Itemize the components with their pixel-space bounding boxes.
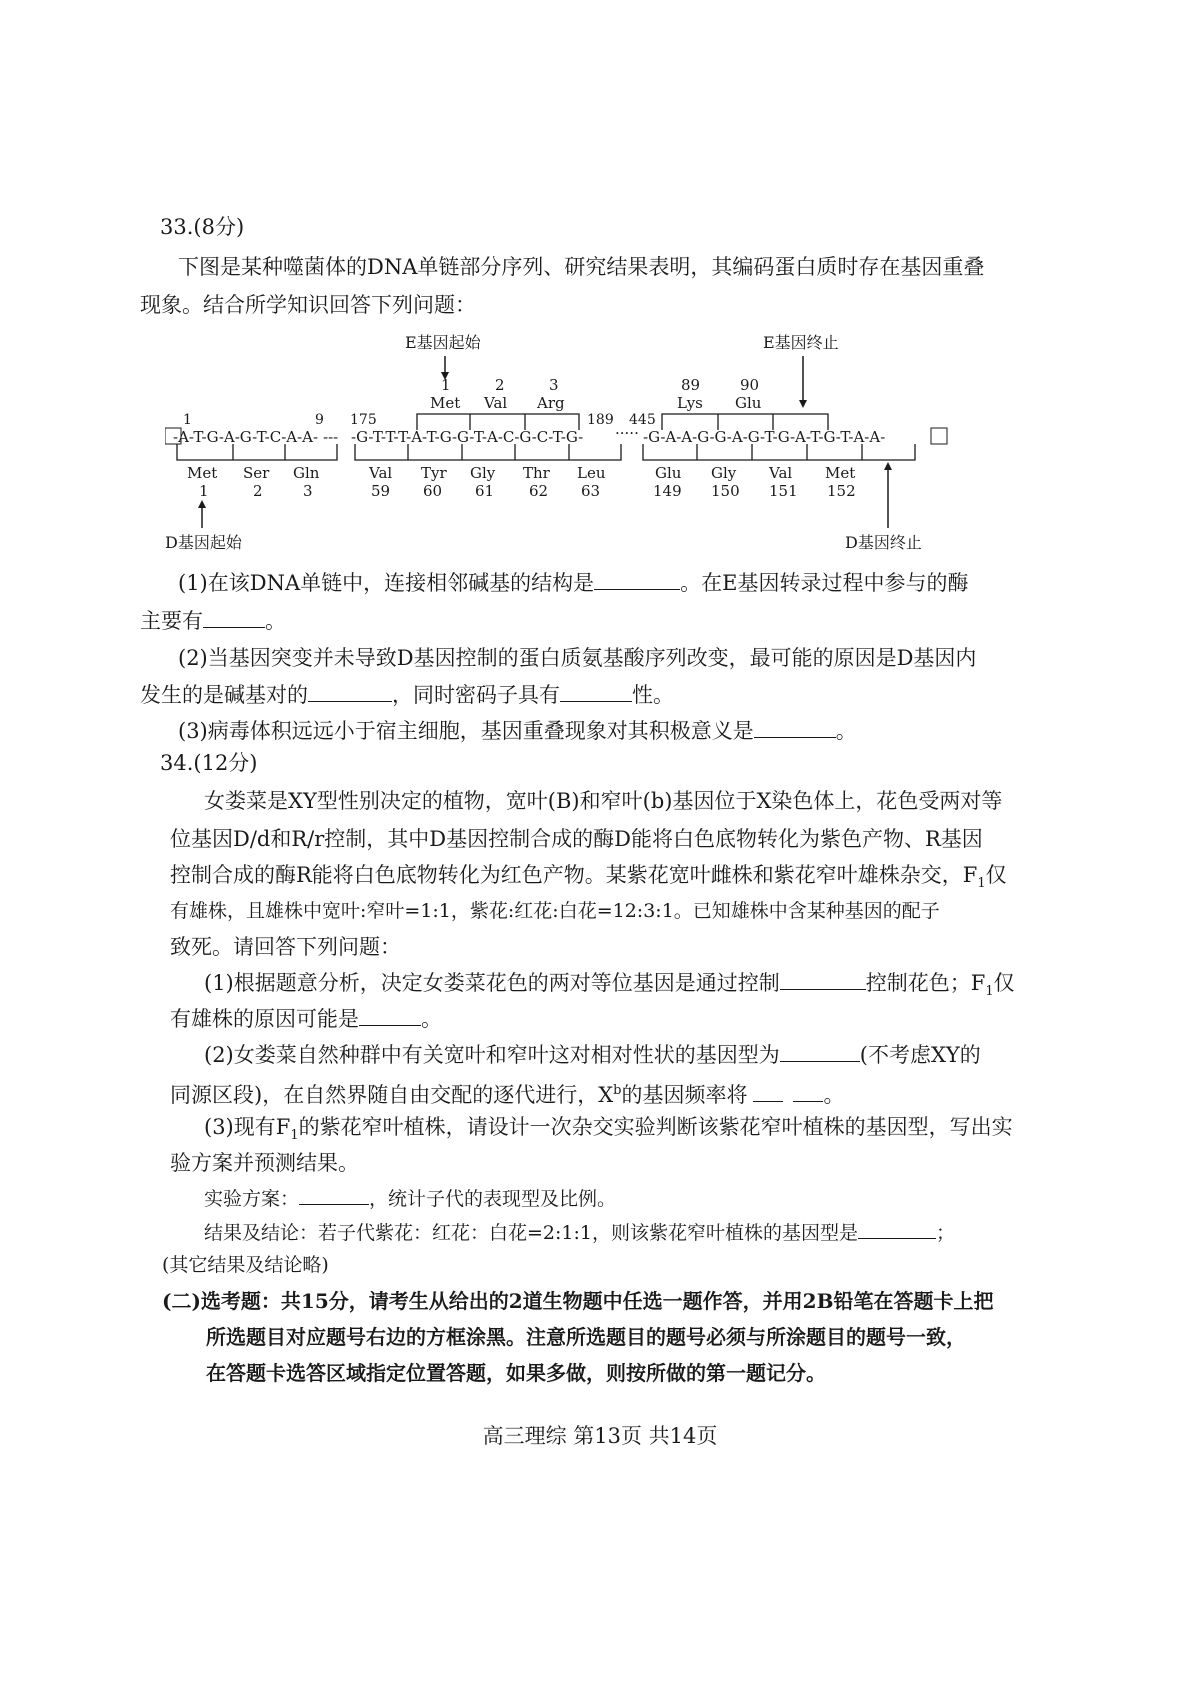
q34-sub1-text-b: 控制花色；F [865,971,986,995]
q34-plan-text-b: ，统计子代的表现型及比例。 [369,1188,617,1210]
answer-blank-6[interactable] [780,969,866,990]
d-num-59: 59 [371,482,391,500]
d-gene-end-label: D基因终止 [845,533,922,552]
answer-blank-10[interactable] [299,1184,369,1205]
q34-other-results: (其它结果及结论略) [162,1254,329,1276]
q34-sub1-text-c: 仅 [993,971,1015,995]
e-gene-end-label: E基因终止 [763,333,839,352]
e-aa-89: Lys [677,394,703,412]
e-aa-1: Met [430,394,461,412]
q34-sub3-text-a: (3)现有F [204,1115,291,1139]
q33-sub3-text-a: (3)病毒体积远远小于宿主细胞，基因重叠现象对其积极意义是 [178,719,754,743]
q34-sub3-line2: 验方案并预测结果。 [170,1151,359,1175]
q34-para-line1: 女娄菜是XY型性别决定的植物，宽叶(B)和窄叶(b)基因位于X染色体上，花色受两对等 [204,789,1003,813]
page-footer: 高三理综 第13页 共14页 [482,1424,718,1448]
q33-intro-line1: 下图是某种噬菌体的DNA单链部分序列、研究结果表明，其编码蛋白质时存在基因重叠 [178,255,985,279]
q34-sub2-line1 [204,1040,981,1070]
e-num-2: 2 [495,376,505,394]
sequence-segment-3: -G-A-A-G-G-A-G-T-G-A-T-G-T-A-A- [643,428,886,446]
d-aa-152: Met [825,464,856,482]
pos-175: 175 [350,412,377,428]
answer-blank-2[interactable] [203,607,265,628]
q33-sub2-text-b: 发生的是碱基对的 [140,683,308,707]
q33-sub1-text-a: (1)在该DNA单链中，连接相邻碱基的结构是 [178,571,595,595]
answer-blank-4[interactable] [560,681,632,702]
d-aa-60: Tyr [421,464,447,482]
q33-header: 33.(8分) [160,215,245,239]
d-aa-2: Ser [243,464,270,482]
q34-sub2-text-d: 的基因频率将 [621,1083,748,1107]
q33-sub3-line [178,716,857,746]
seq-right-end-box [931,428,947,444]
pos-189: 189 [587,412,614,428]
q33-sub2-line1: (2)当基因突变并未导致D基因控制的蛋白质氨基酸序列改变，最可能的原因是D基因内 [178,646,977,670]
e-num-90: 90 [740,376,760,394]
d-start-arrowhead [198,500,206,508]
q33-sub1-line1 [178,568,968,598]
q33-sub2-text-c: ，同时密码子具有 [392,683,560,707]
q34-sub1-text-e: 。 [421,1007,442,1031]
d-aa-149: Glu [655,464,682,482]
sequence-segment-1: -A-T-G-A-G-T-C-A-A- [173,428,319,446]
q34-para-line3-end: 仅 [985,863,1007,887]
q33-sub2-text-d: 性。 [632,683,674,707]
d-num-3: 3 [303,482,313,500]
q34-para-line5: 致死。请回答下列问题： [170,935,401,959]
q34-sub2-line2 [170,1076,844,1110]
pos-445: 445 [629,412,656,428]
d-aa-59: Val [369,464,393,482]
q34-sub2-text-b: (不考虑XY的 [859,1043,981,1067]
q34-plan-line [204,1184,616,1214]
d-num-61: 61 [475,482,495,500]
answer-blank-8[interactable] [780,1041,860,1062]
e-end-arrowhead [799,400,807,408]
q34-sub2-sup: b [613,1083,622,1098]
e-aa-2: Val [484,394,508,412]
pos-1: 1 [183,412,192,428]
q34-sub3-sub: 1 [290,1128,299,1144]
q33-sub2-line2 [140,680,674,710]
q34-sub1-text-a: (1)根据题意分析，决定女娄菜花色的两对等位基因是通过控制 [204,971,780,995]
d-num-63: 63 [581,482,601,500]
d-num-2: 2 [253,482,263,500]
d-codon-brackets-2 [355,444,621,460]
q34-para-line3-text: 控制合成的酶R能将白色底物转化为红色产物。某紫花宽叶雌株和紫花窄叶雄株杂交，F [170,863,978,887]
d-codon-brackets-1 [177,444,337,460]
q34-para-line3-sub: 1 [977,876,986,892]
answer-blank-1[interactable] [594,569,680,590]
q34-sub1-text-d: 有雄株的原因可能是 [170,1007,359,1031]
elective-line3: 在答题卡选答区域指定位置答题，如果多做，则按所做的第一题记分。 [206,1361,826,1385]
d-aa-1: Met [187,464,218,482]
d-num-1: 1 [199,482,209,500]
q34-sub2-text-c: 同源区段)，在自然界随自由交配的逐代进行，X [170,1083,614,1107]
q34-sub3-text-b: 的紫花窄叶植株，请设计一次杂交实验判断该紫花窄叶植株的基因型，写出实 [298,1115,1013,1139]
dna-sequence-diagram [165,332,1065,562]
q33-sub3-text-b: 。 [835,719,857,743]
q34-sub1-sub: 1 [985,984,994,1000]
q34-para-line2: 位基因D/d和R/r控制，其中D基因控制合成的酶D能将白色底物转化为紫色产物、R基因 [170,827,983,851]
e-num-3: 3 [549,376,559,394]
answer-blank-3[interactable] [308,681,392,702]
q33-intro-line2: 现象。结合所学知识回答下列问题： [140,293,476,317]
d-aa-3: Gln [293,464,320,482]
d-aa-150: Gly [711,464,737,482]
d-num-60: 60 [423,482,443,500]
d-aa-63: Leu [577,464,606,482]
answer-blank-5[interactable] [754,717,836,738]
elective-line1: (二)选考题：共15分，请考生从给出的2道生物题中任选一题作答，并用2B铅笔在答题卡上把 [162,1289,994,1313]
d-num-62: 62 [529,482,549,500]
sequence-segment-2: -G-T-T-T-A-T-G-G-T-A-C-G-C-T-G- [351,428,584,446]
q34-sub1-line2 [170,1004,442,1034]
answer-blank-7[interactable] [359,1005,421,1026]
e-aa-90: Glu [735,394,762,412]
d-end-arrowhead [884,462,892,470]
q34-sub2-text-a: (2)女娄菜自然种群中有关宽叶和窄叶这对相对性状的基因型为 [204,1043,780,1067]
q34-sub3-line1 [204,1112,1013,1151]
e-aa-3: Arg [537,394,565,412]
e-gene-start-label: E基因起始 [405,333,481,352]
q34-plan-text-a: 实验方案： [204,1188,300,1210]
q34-result-text-b: ； [936,1222,956,1244]
d-aa-61: Gly [470,464,496,482]
elective-line2: 所选题目对应题号右边的方框涂黑。注意所选题目的题号必须与所涂题目的题号一致， [206,1325,966,1349]
answer-blank-11[interactable] [858,1218,936,1239]
d-num-151: 151 [769,482,798,500]
q34-result-text-a: 结果及结论：若子代紫花：红花：白花=2:1:1，则该紫花窄叶植株的基因型是 [204,1222,858,1244]
answer-blank-9b[interactable] [793,1081,823,1102]
q33-sub1-text-d: 。 [265,609,286,633]
answer-blank-9a[interactable] [753,1081,783,1102]
d-num-150: 150 [711,482,740,500]
d-aa-151: Val [769,464,793,482]
q34-para-line3 [170,860,1007,899]
q34-header: 34.(12分) [160,751,258,775]
d-num-149: 149 [653,482,682,500]
q33-sub1-line2 [140,606,286,636]
q34-para-line4: 有雄株，且雄株中宽叶:窄叶=1:1，紫花:红花:白花=12:3:1。已知雄株中含某种基因的配子 [170,900,940,922]
q34-sub1-line1 [204,968,1015,1007]
d-gene-start-label: D基因起始 [165,533,242,552]
q34-sub2-text-e: 。 [823,1083,845,1107]
e-num-89: 89 [681,376,701,394]
q33-sub1-text-b: 。在E基因转录过程中参与的酶 [680,571,969,595]
e-num-1: 1 [441,376,451,394]
d-aa-62: Thr [523,464,550,482]
q33-sub1-text-c: 主要有 [140,609,203,633]
pos-9: 9 [315,412,324,428]
d-num-152: 152 [827,482,856,500]
q34-result-line [204,1218,955,1248]
sequence-gap-1: --- [323,428,339,446]
d-codon-brackets-3 [643,444,915,460]
sequence-gap-2: ····· [615,424,639,442]
